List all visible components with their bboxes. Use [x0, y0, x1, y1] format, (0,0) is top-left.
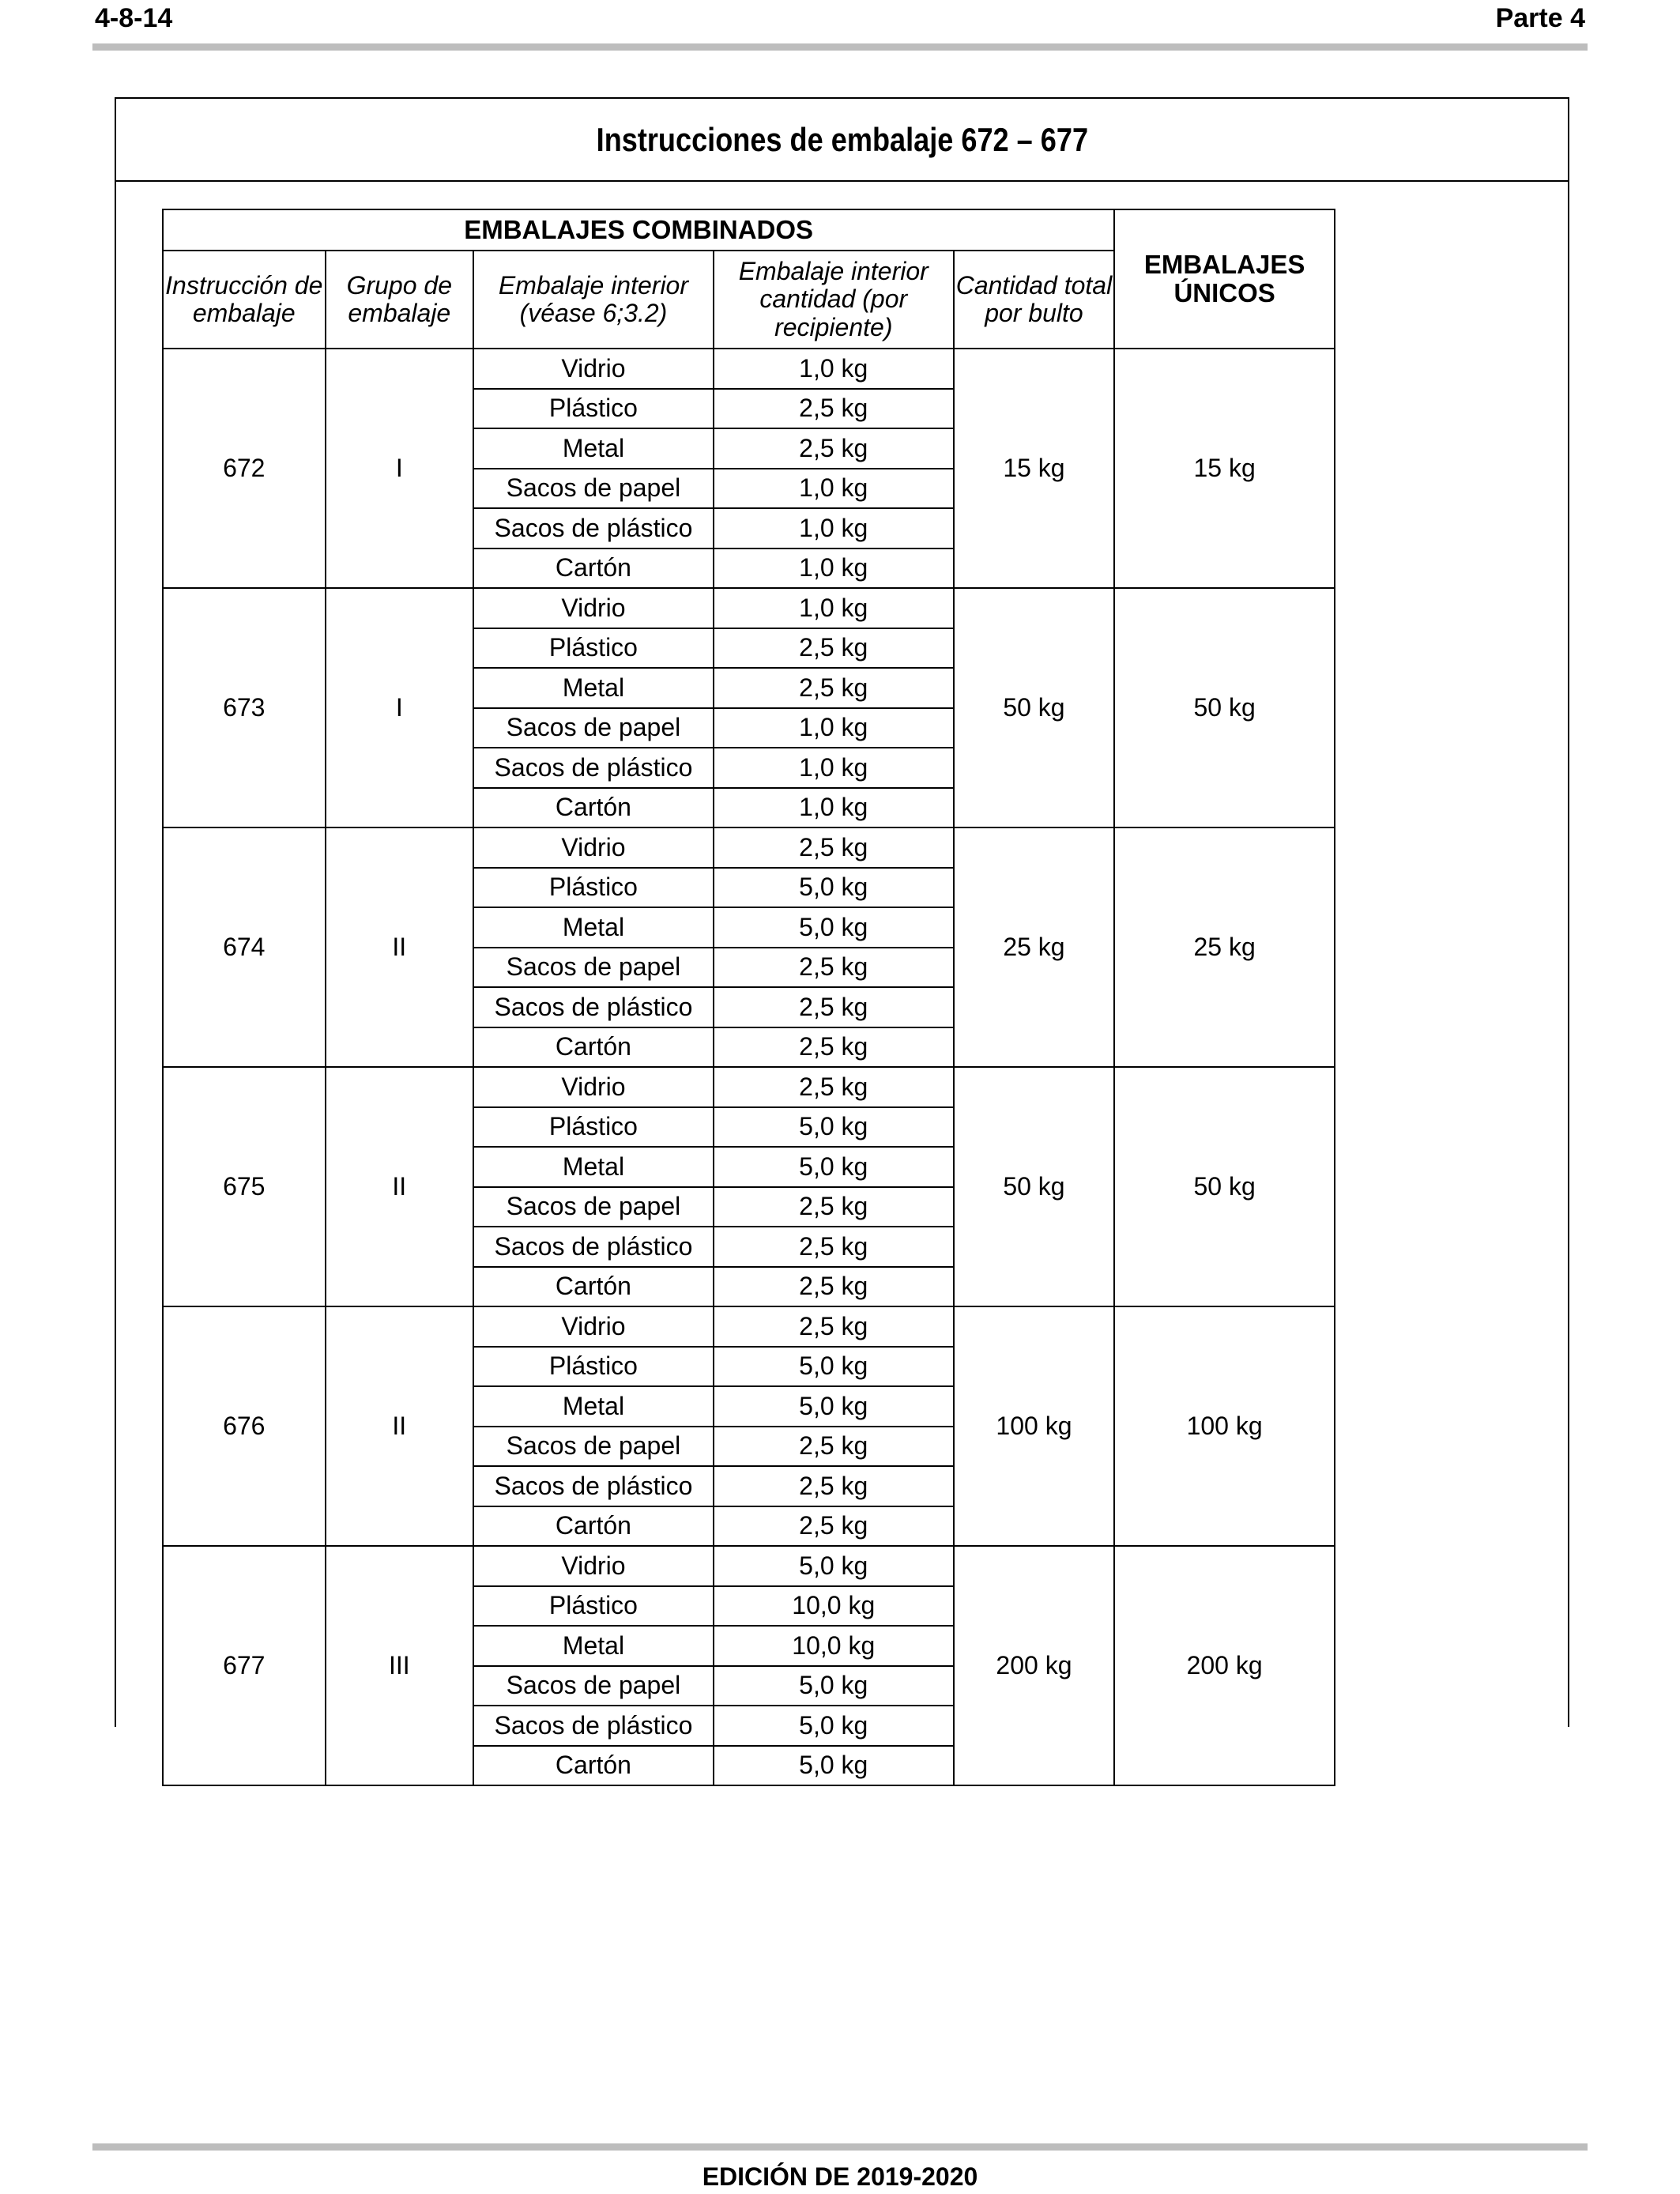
single-packaging-quantity: 15 kg [1114, 349, 1335, 588]
inner-packaging: Sacos de papel [473, 1427, 714, 1467]
inner-quantity: 5,0 kg [714, 868, 954, 908]
inner-packaging: Metal [473, 668, 714, 708]
inner-quantity: 5,0 kg [714, 1666, 954, 1706]
inner-quantity: 5,0 kg [714, 1386, 954, 1427]
col-header-inner-packaging: Embalaje interior (véase 6;3.2) [473, 251, 714, 349]
inner-packaging: Sacos de papel [473, 708, 714, 748]
instruction-number: 673 [163, 588, 326, 827]
header-rule [92, 43, 1588, 51]
inner-packaging: Plástico [473, 1347, 714, 1387]
page-title: Instrucciones de embalaje 672 – 677 [596, 120, 1088, 158]
inner-packaging: Cartón [473, 788, 714, 828]
inner-quantity: 1,0 kg [714, 708, 954, 748]
inner-packaging: Metal [473, 1626, 714, 1666]
inner-packaging: Plástico [473, 1107, 714, 1148]
inner-quantity: 5,0 kg [714, 1706, 954, 1746]
inner-packaging: Plástico [473, 1586, 714, 1627]
inner-packaging: Cartón [473, 1027, 714, 1068]
inner-packaging: Plástico [473, 868, 714, 908]
single-packaging-quantity: 50 kg [1114, 588, 1335, 827]
inner-packaging: Vidrio [473, 1067, 714, 1107]
total-per-package: 50 kg [954, 1067, 1115, 1306]
inner-packaging: Plástico [473, 389, 714, 429]
table-row [163, 588, 1335, 628]
inner-packaging: Vidrio [473, 1546, 714, 1586]
edition-footer: EDICIÓN DE 2019-2020 [702, 2162, 978, 2191]
inner-packaging: Sacos de plástico [473, 508, 714, 548]
inner-quantity: 2,5 kg [714, 1506, 954, 1547]
inner-quantity: 2,5 kg [714, 1027, 954, 1068]
inner-quantity: 1,0 kg [714, 508, 954, 548]
inner-packaging: Plástico [473, 628, 714, 669]
table-row [163, 349, 1335, 389]
inner-quantity: 1,0 kg [714, 548, 954, 589]
total-per-package: 25 kg [954, 827, 1115, 1067]
single-packaging-quantity: 100 kg [1114, 1306, 1335, 1546]
inner-quantity: 2,5 kg [714, 827, 954, 868]
inner-packaging: Sacos de plástico [473, 748, 714, 788]
combined-packaging-header: EMBALAJES COMBINADOS [163, 209, 1114, 251]
inner-quantity: 1,0 kg [714, 748, 954, 788]
single-packaging-quantity: 50 kg [1114, 1067, 1335, 1306]
table-row [163, 1546, 1335, 1586]
instruction-number: 676 [163, 1306, 326, 1546]
inner-quantity: 1,0 kg [714, 588, 954, 628]
inner-packaging: Sacos de plástico [473, 1706, 714, 1746]
total-per-package: 50 kg [954, 588, 1115, 827]
inner-packaging: Vidrio [473, 349, 714, 389]
inner-packaging: Sacos de papel [473, 469, 714, 509]
total-per-package: 15 kg [954, 349, 1115, 588]
inner-packaging: Vidrio [473, 1306, 714, 1347]
inner-packaging: Sacos de plástico [473, 1466, 714, 1506]
table-row [163, 1067, 1335, 1107]
inner-quantity: 5,0 kg [714, 1546, 954, 1586]
table-row [163, 827, 1335, 868]
inner-packaging: Vidrio [473, 827, 714, 868]
packing-group: II [326, 827, 474, 1067]
title-row [116, 99, 1568, 182]
inner-quantity: 10,0 kg [714, 1626, 954, 1666]
part-label: Parte 4 [1495, 3, 1585, 33]
instruction-number: 674 [163, 827, 326, 1067]
instruction-number: 675 [163, 1067, 326, 1306]
inner-quantity: 2,5 kg [714, 428, 954, 469]
inner-quantity: 2,5 kg [714, 1427, 954, 1467]
inner-packaging: Metal [473, 1386, 714, 1427]
packing-group: III [326, 1546, 474, 1785]
inner-quantity: 5,0 kg [714, 1746, 954, 1786]
inner-packaging: Sacos de papel [473, 1187, 714, 1227]
packing-group: I [326, 588, 474, 827]
inner-quantity: 2,5 kg [714, 628, 954, 669]
single-packaging-quantity: 200 kg [1114, 1546, 1335, 1785]
packing-group: II [326, 1306, 474, 1546]
inner-quantity: 2,5 kg [714, 1067, 954, 1107]
inner-quantity: 2,5 kg [714, 1466, 954, 1506]
footer-rule [92, 2143, 1588, 2151]
packing-group: II [326, 1067, 474, 1306]
inner-quantity: 2,5 kg [714, 389, 954, 429]
inner-quantity: 2,5 kg [714, 1187, 954, 1227]
inner-quantity: 2,5 kg [714, 1227, 954, 1267]
col-header-inner-quantity: Embalaje interior cantidad (por recipiente) [714, 251, 954, 349]
col-header-packing-group: Grupo de embalaje [326, 251, 474, 349]
inner-packaging: Cartón [473, 548, 714, 589]
packing-group: I [326, 349, 474, 588]
inner-quantity: 5,0 kg [714, 1107, 954, 1148]
inner-packaging: Metal [473, 1147, 714, 1187]
inner-packaging: Metal [473, 428, 714, 469]
inner-quantity: 2,5 kg [714, 1306, 954, 1347]
inner-quantity: 2,5 kg [714, 987, 954, 1027]
inner-packaging: Sacos de plástico [473, 1227, 714, 1267]
table-row [163, 1306, 1335, 1347]
inner-quantity: 1,0 kg [714, 469, 954, 509]
inner-quantity: 5,0 kg [714, 907, 954, 948]
inner-quantity: 2,5 kg [714, 668, 954, 708]
col-header-instruction: Instrucción de embalaje [163, 251, 326, 349]
inner-packaging: Metal [473, 907, 714, 948]
inner-quantity: 5,0 kg [714, 1347, 954, 1387]
inner-packaging: Sacos de papel [473, 948, 714, 988]
inner-packaging: Sacos de papel [473, 1666, 714, 1706]
inner-packaging: Vidrio [473, 588, 714, 628]
total-per-package: 200 kg [954, 1546, 1115, 1785]
inner-quantity: 2,5 kg [714, 948, 954, 988]
table-body [163, 349, 1335, 1785]
inner-packaging: Sacos de plástico [473, 987, 714, 1027]
page-number: 4-8-14 [95, 3, 173, 33]
packing-instructions-table [162, 209, 1335, 1786]
inner-packaging: Cartón [473, 1267, 714, 1307]
total-per-package: 100 kg [954, 1306, 1115, 1546]
instruction-number: 672 [163, 349, 326, 588]
single-packaging-quantity: 25 kg [1114, 827, 1335, 1067]
instruction-number: 677 [163, 1546, 326, 1785]
inner-quantity: 10,0 kg [714, 1586, 954, 1627]
inner-packaging: Cartón [473, 1506, 714, 1547]
col-header-total-quantity: Cantidad total por bulto [954, 251, 1115, 349]
inner-packaging: Cartón [473, 1746, 714, 1786]
single-packaging-header: EMBALAJES ÚNICOS [1114, 209, 1335, 349]
inner-quantity: 1,0 kg [714, 788, 954, 828]
inner-quantity: 5,0 kg [714, 1147, 954, 1187]
inner-quantity: 1,0 kg [714, 349, 954, 389]
inner-quantity: 2,5 kg [714, 1267, 954, 1307]
